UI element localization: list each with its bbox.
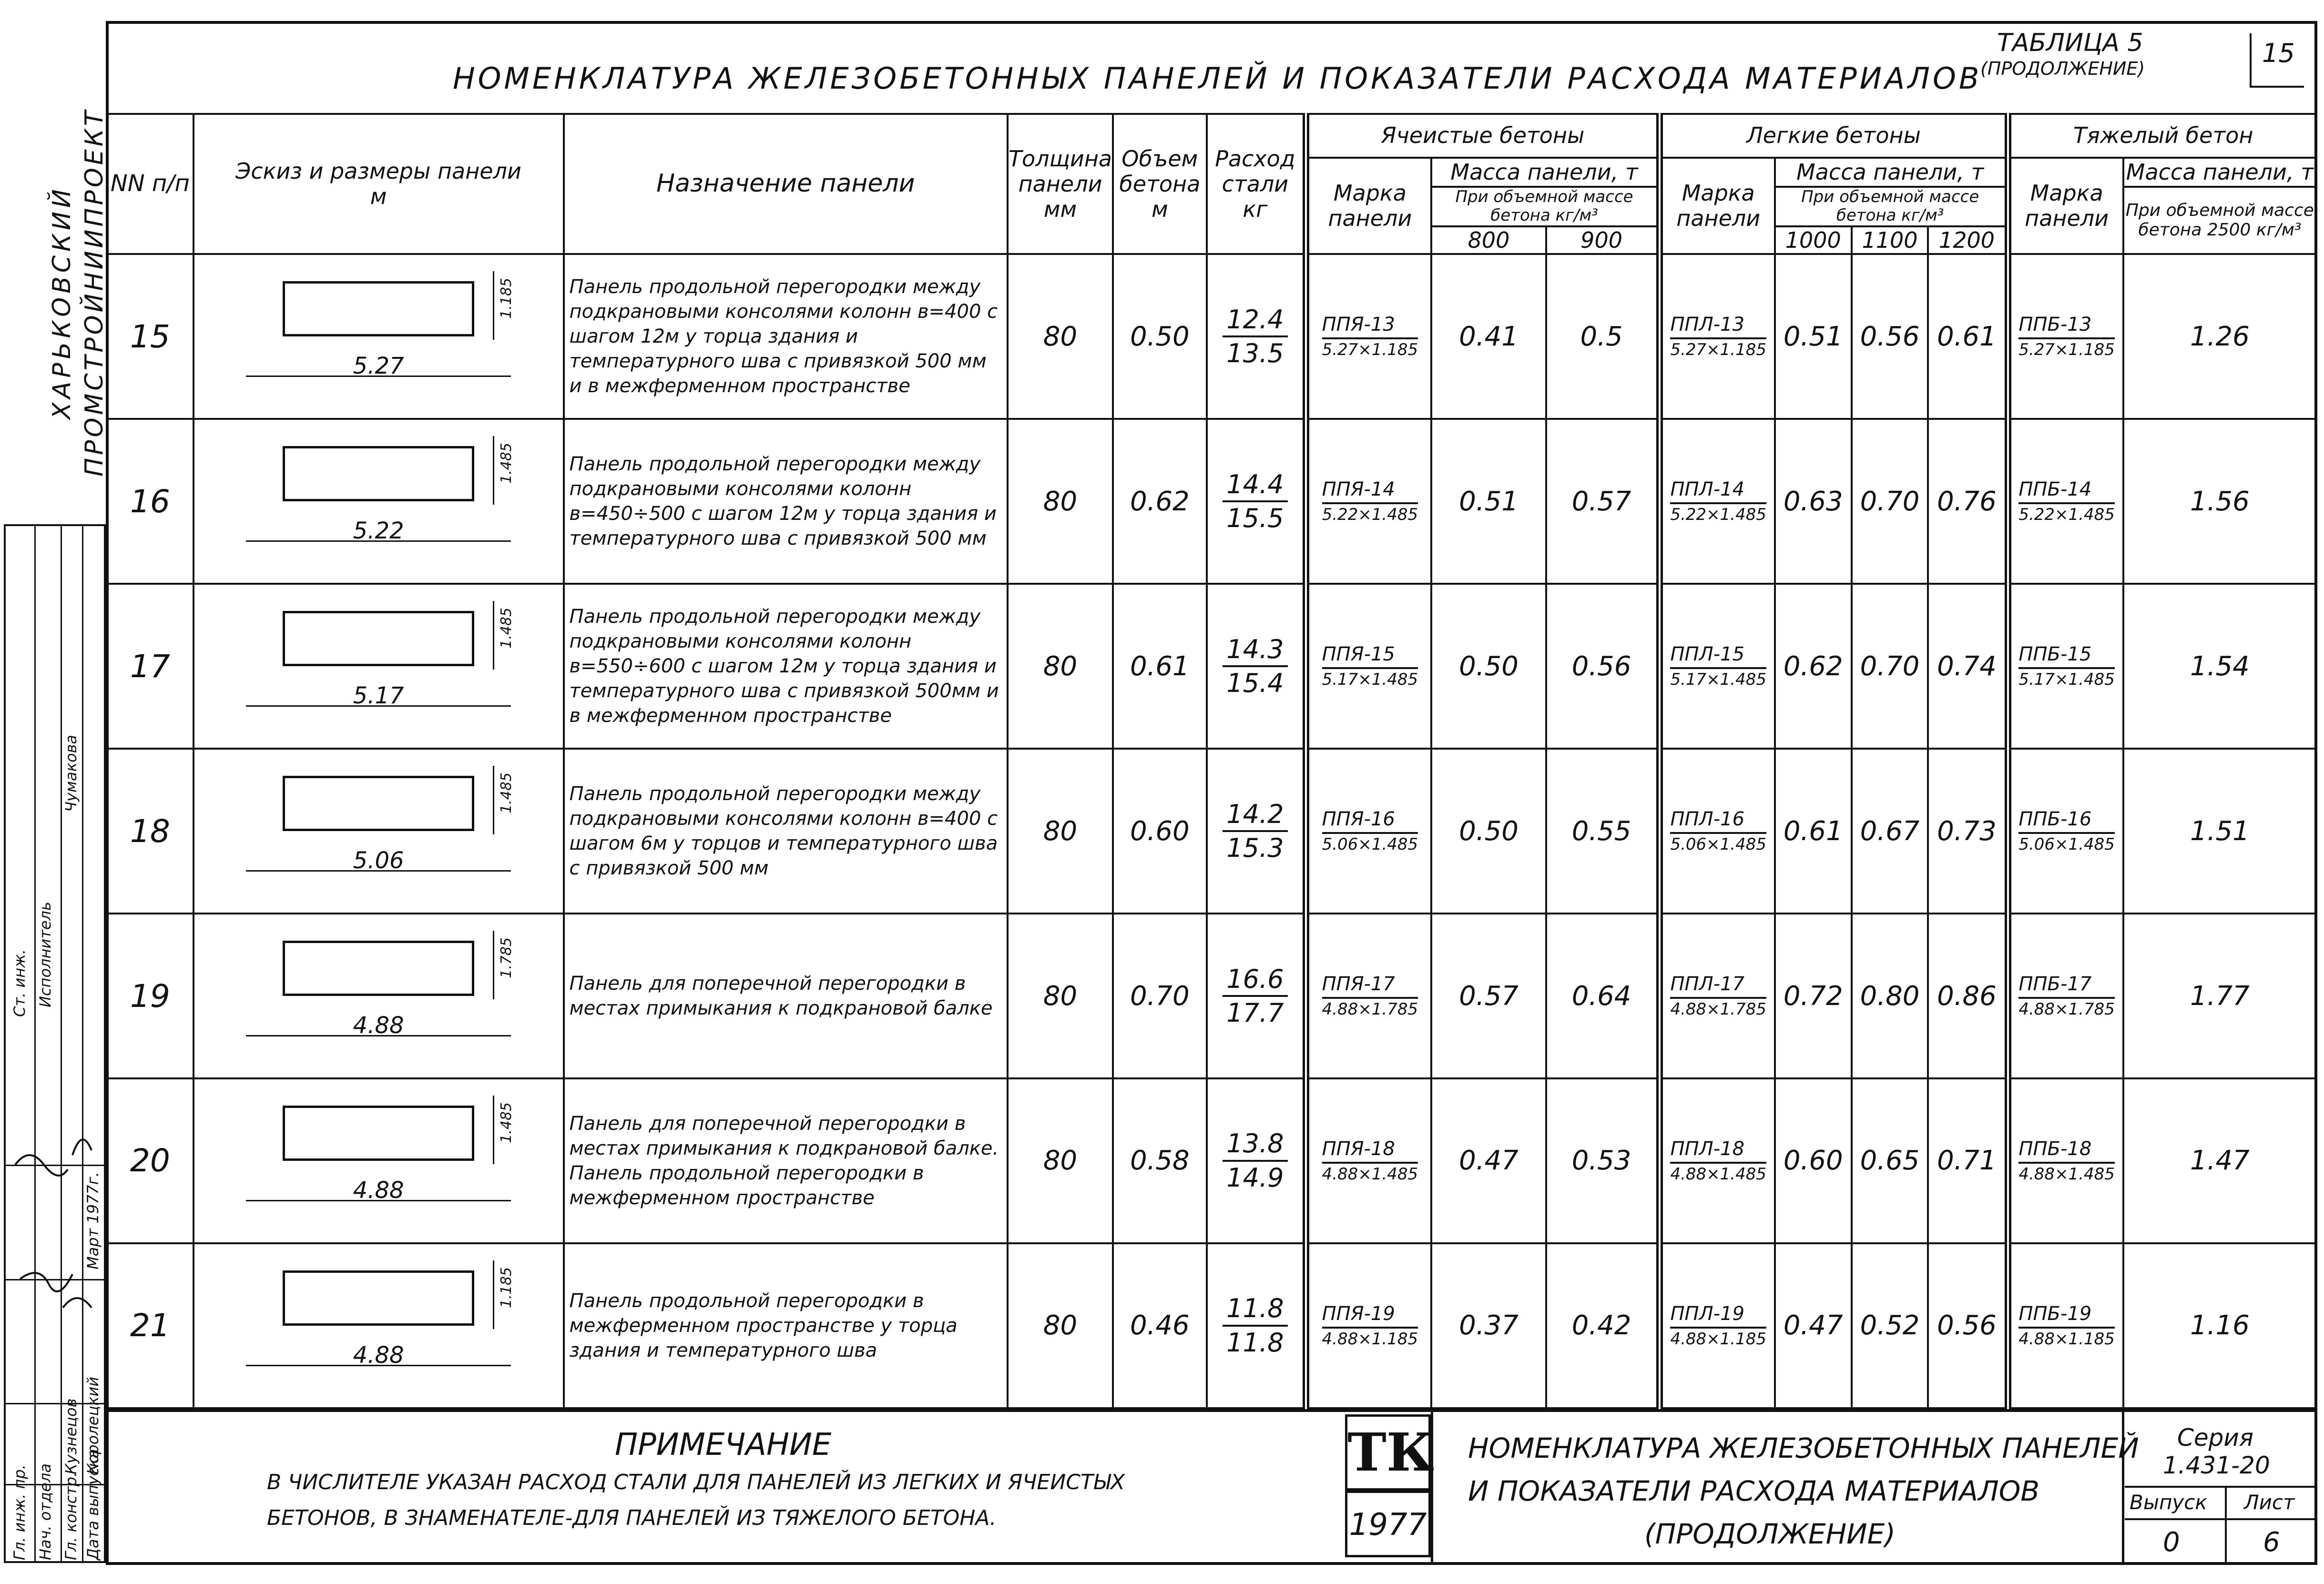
steel-heavy: 11.8 (1226, 1327, 1284, 1358)
organization-name-line1: ХАРЬКОВСКИЙ (48, 185, 76, 419)
table-row (107, 584, 2316, 749)
panel-sketch (194, 254, 564, 419)
light-brand-code: ППЛ-16 (1670, 806, 1766, 834)
steel-light-cellular: 14.4 (1223, 468, 1287, 503)
panel-table (106, 113, 2317, 1409)
cellular-mass-800: 0.41 (1431, 254, 1546, 419)
steel-heavy: 14.9 (1226, 1162, 1284, 1193)
title-block-divider (1431, 1411, 1433, 1565)
light-brand (1660, 749, 1775, 914)
panel-thickness: 80 (1008, 254, 1113, 419)
heavy-brand (2008, 1078, 2123, 1243)
heavy-brand (2008, 254, 2123, 419)
panel-length: 5.27 (353, 353, 404, 380)
height-dimension-line (493, 436, 494, 505)
cellular-brand-size: 5.06×1.485 (1322, 835, 1418, 854)
concrete-volume: 0.62 (1113, 419, 1206, 584)
group-header-cellular: Ячеистые бетоны (1306, 114, 1659, 158)
col-header-sketch-label: Эскиз и размеры панели (235, 158, 521, 184)
panel-sketch (194, 749, 564, 914)
concrete-volume: 0.70 (1113, 914, 1206, 1078)
col-header-number: NN п/п (107, 114, 194, 254)
light-mass-1100: 0.52 (1852, 1243, 1928, 1408)
steel-light-cellular: 12.4 (1223, 304, 1287, 338)
title-block-line2: И ПОКАЗАТЕЛИ РАСХОДА МАТЕРИАЛОВ (1468, 1475, 2040, 1507)
heavy-mass-2500: 1.77 (2123, 914, 2316, 1078)
cellular-brand-size: 5.22×1.485 (1322, 505, 1418, 525)
heavy-brand-size: 5.06×1.485 (2018, 835, 2115, 854)
issue-year: 1977 (1345, 1491, 1431, 1557)
light-brand (1660, 419, 1775, 584)
panel-outline (283, 1106, 474, 1161)
steel-consumption (1207, 1243, 1306, 1408)
cellular-brand (1306, 914, 1431, 1078)
light-mass-1100: 0.67 (1852, 749, 1928, 914)
table-continuation: (ПРОДОЛЖЕНИЕ) (1980, 58, 2145, 79)
steel-light-cellular: 13.8 (1223, 1127, 1287, 1162)
concrete-volume: 0.61 (1113, 584, 1206, 749)
height-dimension-line (493, 601, 494, 670)
organization-logo: ТК (1345, 1414, 1431, 1491)
panel-height: 1.485 (498, 772, 515, 813)
panel-outline (283, 446, 474, 501)
light-mass-1000: 0.72 (1775, 914, 1852, 1078)
light-mass-1000: 0.60 (1775, 1078, 1852, 1243)
panel-purpose: Панель для поперечной перегородки в местах примыкания к подкрановой балке. Панель продольной перегородки в межферменном пространстве (564, 1078, 1008, 1243)
cellular-mass-800: 0.50 (1431, 584, 1546, 749)
heavy-mass-2500: 1.16 (2123, 1243, 2316, 1408)
light-brand-code: ППЛ-19 (1670, 1301, 1766, 1329)
heavy-mass-2500: 1.51 (2123, 749, 2316, 914)
row-number: 18 (107, 749, 194, 914)
panel-thickness: 80 (1008, 914, 1113, 1078)
panel-sketch (194, 419, 564, 584)
col-header-heavy-mass: Масса панели, т (2123, 158, 2316, 187)
table-row (107, 419, 2316, 584)
cellular-mass-900: 0.57 (1546, 419, 1660, 584)
cellular-brand (1306, 419, 1431, 584)
row-number: 20 (107, 1078, 194, 1243)
height-dimension-line (493, 1260, 494, 1329)
table-row (107, 254, 2316, 419)
stamp-role-senior-engineer: Ст. инж. (10, 949, 29, 1017)
panel-length: 5.17 (353, 682, 404, 710)
organization-name-line2: ПРОМСТРОЙНИИПРОЕКТ (80, 108, 109, 477)
col-header-light-1100: 1100 (1852, 226, 1928, 254)
steel-light-cellular: 16.6 (1223, 963, 1287, 997)
panel-outline (283, 611, 474, 666)
steel-heavy: 13.5 (1226, 338, 1284, 369)
stamp-role-issue-date: Дата выпуска (84, 1449, 102, 1560)
cellular-brand-size: 5.17×1.485 (1322, 670, 1418, 690)
panel-sketch (194, 584, 564, 749)
steel-consumption (1207, 584, 1306, 749)
table-row (107, 1243, 2316, 1408)
light-brand-size: 5.17×1.485 (1670, 670, 1766, 690)
panel-thickness: 80 (1008, 1078, 1113, 1243)
title-block-line3: (ПРОДОЛЖЕНИЕ) (1644, 1518, 1896, 1550)
light-brand-code: ППЛ-15 (1670, 641, 1766, 669)
series-block (2125, 1414, 2317, 1565)
light-mass-1200: 0.74 (1928, 584, 2008, 749)
col-header-heavy-brand: Марка панели (2008, 158, 2123, 254)
cellular-brand (1306, 1078, 1431, 1243)
col-header-purpose: Назначение панели (564, 114, 1008, 254)
cellular-mass-800: 0.51 (1431, 419, 1546, 584)
panel-purpose: Панель продольной перегородки между подкрановыми консолями колонн в=450÷500 с шагом 12м у торца здания и температурного шва с привязкой 500 мм (564, 419, 1008, 584)
document-title: НОМЕНКЛАТУРА ЖЕЛЕЗОБЕТОННЫХ ПАНЕЛЕЙ И ПОКАЗАТЕЛИ РАСХОДА МАТЕРИАЛОВ (453, 61, 1982, 96)
issue-label: Выпуск (2130, 1491, 2207, 1514)
heavy-brand (2008, 749, 2123, 914)
cellular-mass-900: 0.5 (1546, 254, 1660, 419)
panel-sketch (194, 1078, 564, 1243)
light-brand-size: 4.88×1.185 (1670, 1330, 1766, 1349)
col-header-sketch (194, 114, 564, 254)
corner-sheet-number: 15 (2262, 38, 2295, 68)
heavy-mass-2500: 1.56 (2123, 419, 2316, 584)
light-mass-1100: 0.65 (1852, 1078, 1928, 1243)
light-brand-size: 4.88×1.485 (1670, 1165, 1766, 1184)
light-brand (1660, 1243, 1775, 1408)
row-number: 16 (107, 419, 194, 584)
stamp-name-chief-designer: Королецкий (84, 1376, 102, 1474)
col-header-cellular-brand: Марка панели (1306, 158, 1431, 254)
col-header-light-mass: Масса панели, т (1775, 158, 2008, 187)
col-header-thickness (1008, 114, 1113, 254)
col-header-volume-unit: м (1152, 196, 1168, 222)
panel-outline (283, 1270, 474, 1326)
row-number: 17 (107, 584, 194, 749)
heavy-brand-size: 4.88×1.185 (2018, 1330, 2115, 1349)
panel-length: 5.22 (353, 518, 404, 545)
col-header-cellular-mass: Масса панели, т (1431, 158, 1659, 187)
note-text-line2: БЕТОНОВ, В ЗНАМЕНАТЕЛЕ-ДЛЯ ПАНЕЛЕЙ ИЗ ТЯЖЕЛОГО БЕТОНА. (267, 1506, 997, 1530)
col-header-light-1200: 1200 (1928, 226, 2008, 254)
light-brand-code: ППЛ-17 (1670, 971, 1766, 999)
height-dimension-line (493, 1096, 494, 1164)
title-block-line1: НОМЕНКЛАТУРА ЖЕЛЕЗОБЕТОННЫХ ПАНЕЛЕЙ (1468, 1432, 2139, 1464)
heavy-brand-size: 5.17×1.485 (2018, 670, 2115, 690)
light-brand (1660, 914, 1775, 1078)
col-header-steel-unit: кг (1243, 196, 1268, 222)
series-value: 1.431-20 (2163, 1452, 2270, 1479)
col-header-thickness-label: Толщина панели (1008, 145, 1112, 197)
steel-light-cellular: 14.3 (1223, 633, 1287, 668)
panel-height: 1.485 (498, 1102, 515, 1143)
col-header-steel (1207, 114, 1306, 254)
note-text-line1: В ЧИСЛИТЕЛЕ УКАЗАН РАСХОД СТАЛИ ДЛЯ ПАНЕЛЕЙ ИЗ ЛЕГКИХ И ЯЧЕИСТЫХ (267, 1470, 1125, 1494)
cellular-brand-size: 4.88×1.485 (1322, 1165, 1418, 1184)
panel-thickness: 80 (1008, 1243, 1113, 1408)
light-mass-1200: 0.86 (1928, 914, 2008, 1078)
heavy-brand (2008, 1243, 2123, 1408)
panel-outline (283, 281, 474, 336)
panel-height: 1.785 (498, 937, 515, 978)
light-mass-1100: 0.80 (1852, 914, 1928, 1078)
light-mass-1100: 0.56 (1852, 254, 1928, 419)
cellular-brand-code: ППЯ-14 (1322, 477, 1418, 504)
cellular-mass-900: 0.42 (1546, 1243, 1660, 1408)
height-dimension-line (493, 271, 494, 340)
heavy-brand-code: ППБ-13 (2018, 312, 2115, 339)
steel-heavy: 15.4 (1226, 668, 1284, 699)
stamp-name-executor: Чумакова (62, 735, 80, 812)
light-mass-1200: 0.61 (1928, 254, 2008, 419)
height-dimension-line (493, 766, 494, 834)
stamp-role-chief-project-engineer: Гл. инж. пр. (10, 1464, 29, 1560)
cellular-mass-800: 0.37 (1431, 1243, 1546, 1408)
steel-consumption (1207, 749, 1306, 914)
group-header-light: Легкие бетоны (1660, 114, 2008, 158)
cellular-mass-900: 0.64 (1546, 914, 1660, 1078)
concrete-volume: 0.58 (1113, 1078, 1206, 1243)
steel-consumption (1207, 254, 1306, 419)
cellular-brand (1306, 1243, 1431, 1408)
light-brand-size: 4.88×1.785 (1670, 1000, 1766, 1019)
panel-height: 1.485 (498, 443, 515, 484)
heavy-brand (2008, 584, 2123, 749)
panel-purpose: Панель продольной перегородки в межферменном пространстве у торца здания и температурного шва (564, 1243, 1008, 1408)
stamp-issue-date: Март 1977г. (84, 1172, 102, 1269)
steel-consumption (1207, 419, 1306, 584)
table-row (107, 914, 2316, 1078)
cellular-brand-code: ППЯ-18 (1322, 1136, 1418, 1164)
light-mass-1000: 0.63 (1775, 419, 1852, 584)
heavy-brand (2008, 914, 2123, 1078)
approval-stamp (4, 524, 106, 1563)
heavy-brand-code: ППБ-14 (2018, 477, 2115, 504)
panel-sketch (194, 1243, 564, 1408)
heavy-brand-code: ППБ-19 (2018, 1301, 2115, 1329)
stamp-role-chief-designer: Гл. констр. (62, 1472, 80, 1560)
panel-height: 1.185 (498, 1267, 515, 1308)
row-number: 21 (107, 1243, 194, 1408)
panel-length: 4.88 (353, 1012, 404, 1039)
col-header-light-density: При объемной массе бетона кг/м³ (1775, 187, 2008, 227)
issue-number: 0 (2163, 1527, 2180, 1558)
table-label: ТАБЛИЦА 5 (1997, 29, 2143, 57)
steel-heavy: 17.7 (1226, 998, 1284, 1028)
steel-heavy: 15.5 (1226, 503, 1284, 534)
light-brand-code: ППЛ-13 (1670, 312, 1766, 339)
stamp-role-department-head: Нач. отдела (36, 1463, 54, 1560)
heavy-brand-size: 5.22×1.485 (2018, 505, 2115, 525)
table-row (107, 749, 2316, 914)
panel-length: 4.88 (353, 1342, 404, 1369)
light-mass-1000: 0.51 (1775, 254, 1852, 419)
col-header-light-brand: Марка панели (1660, 158, 1775, 254)
cellular-brand-code: ППЯ-19 (1322, 1301, 1418, 1329)
heavy-mass-2500: 1.26 (2123, 254, 2316, 419)
panel-height: 1.185 (498, 278, 515, 319)
steel-heavy: 15.3 (1226, 833, 1284, 863)
steel-light-cellular: 14.2 (1223, 798, 1287, 833)
sheet-number: 6 (2263, 1527, 2280, 1558)
cellular-brand-code: ППЯ-17 (1322, 971, 1418, 999)
heavy-brand-code: ППБ-18 (2018, 1136, 2115, 1164)
light-brand-size: 5.27×1.185 (1670, 340, 1766, 360)
panel-length: 4.88 (353, 1177, 404, 1204)
cellular-brand-code: ППЯ-15 (1322, 641, 1418, 669)
stamp-name-department-head: Кузнецов (62, 1398, 80, 1474)
heavy-mass-2500: 1.54 (2123, 584, 2316, 749)
heavy-brand-code: ППБ-15 (2018, 641, 2115, 669)
panel-sketch (194, 914, 564, 1078)
col-header-heavy-density: При объемной массе бетона 2500 кг/м³ (2123, 187, 2316, 254)
cellular-mass-800: 0.57 (1431, 914, 1546, 1078)
col-header-volume-label: Объем бетона (1119, 145, 1201, 197)
col-header-sketch-unit: м (370, 183, 387, 210)
steel-light-cellular: 11.8 (1223, 1292, 1287, 1327)
light-mass-1200: 0.71 (1928, 1078, 2008, 1243)
heavy-brand-code: ППБ-16 (2018, 806, 2115, 834)
panel-height: 1.485 (498, 607, 515, 649)
heavy-brand-size: 4.88×1.785 (2018, 1000, 2115, 1019)
col-header-thickness-unit: мм (1043, 196, 1077, 222)
light-mass-1100: 0.70 (1852, 419, 1928, 584)
height-dimension-line (493, 931, 494, 999)
panel-purpose: Панель продольной перегородки между подкрановыми консолями колонн в=550÷600 с шагом 12м у торца здания и температурного шва с привязкой 500мм и в межферменном пространстве (564, 584, 1008, 749)
panel-thickness: 80 (1008, 419, 1113, 584)
cellular-mass-900: 0.56 (1546, 584, 1660, 749)
light-brand-code: ППЛ-18 (1670, 1136, 1766, 1164)
panel-length: 5.06 (353, 847, 404, 874)
table-row (107, 1078, 2316, 1243)
stamp-role-executor: Исполнитель (36, 902, 54, 1007)
col-header-cellular-density: При объемной массе бетона кг/м³ (1431, 187, 1659, 227)
light-brand (1660, 584, 1775, 749)
steel-consumption (1207, 914, 1306, 1078)
col-header-light-1000: 1000 (1775, 226, 1852, 254)
heavy-brand-size: 4.88×1.485 (2018, 1165, 2115, 1184)
panel-thickness: 80 (1008, 749, 1113, 914)
cellular-mass-800: 0.47 (1431, 1078, 1546, 1243)
signature-scribbles (6, 1012, 108, 1346)
panel-purpose: Панель продольной перегородки между подкрановыми консолями колонн в=400 с шагом 12м у торца здания и температурного шва с привязкой 500 мм и в межферменном пространстве (564, 254, 1008, 419)
heavy-brand (2008, 419, 2123, 584)
cellular-brand-code: ППЯ-16 (1322, 806, 1418, 834)
light-mass-1200: 0.73 (1928, 749, 2008, 914)
row-number: 19 (107, 914, 194, 1078)
col-header-cellular-900: 900 (1546, 226, 1660, 254)
light-brand-size: 5.22×1.485 (1670, 505, 1766, 525)
col-header-steel-label: Расход стали (1215, 145, 1295, 197)
col-header-cellular-800: 800 (1431, 226, 1546, 254)
panel-thickness: 80 (1008, 584, 1113, 749)
steel-consumption (1207, 1078, 1306, 1243)
cellular-brand-code: ППЯ-13 (1322, 312, 1418, 339)
note-title: ПРИМЕЧАНИЕ (615, 1427, 832, 1462)
concrete-volume: 0.46 (1113, 1243, 1206, 1408)
cellular-mass-800: 0.50 (1431, 749, 1546, 914)
concrete-volume: 0.60 (1113, 749, 1206, 914)
footer-divider (106, 1409, 2317, 1412)
cellular-brand (1306, 254, 1431, 419)
heavy-brand-size: 5.27×1.185 (2018, 340, 2115, 360)
panel-outline (283, 941, 474, 996)
cellular-brand-size: 4.88×1.185 (1322, 1330, 1418, 1349)
cellular-mass-900: 0.53 (1546, 1078, 1660, 1243)
cellular-brand-size: 5.27×1.185 (1322, 340, 1418, 360)
panel-outline (283, 776, 474, 831)
cellular-brand (1306, 584, 1431, 749)
panel-purpose: Панель для поперечной перегородки в местах примыкания к подкрановой балке (564, 914, 1008, 1078)
light-brand-code: ППЛ-14 (1670, 477, 1766, 504)
light-brand (1660, 254, 1775, 419)
concrete-volume: 0.50 (1113, 254, 1206, 419)
light-brand-size: 5.06×1.485 (1670, 835, 1766, 854)
light-mass-1100: 0.70 (1852, 584, 1928, 749)
light-mass-1200: 0.56 (1928, 1243, 2008, 1408)
col-header-volume (1113, 114, 1206, 254)
row-number: 15 (107, 254, 194, 419)
light-mass-1000: 0.47 (1775, 1243, 1852, 1408)
light-mass-1000: 0.62 (1775, 584, 1852, 749)
sheet-label: Лист (2244, 1491, 2295, 1514)
heavy-mass-2500: 1.47 (2123, 1078, 2316, 1243)
series-label: Серия (2177, 1424, 2253, 1452)
light-brand (1660, 1078, 1775, 1243)
corner-sheet-mark (2250, 33, 2304, 88)
cellular-mass-900: 0.55 (1546, 749, 1660, 914)
group-header-heavy: Тяжелый бетон (2008, 114, 2316, 158)
cellular-brand-size: 4.88×1.785 (1322, 1000, 1418, 1019)
cellular-brand (1306, 749, 1431, 914)
panel-purpose: Панель продольной перегородки между подкрановыми консолями колонн в=400 с шагом 6м у торцов и температурного шва с привязкой 500 мм (564, 749, 1008, 914)
light-mass-1000: 0.61 (1775, 749, 1852, 914)
heavy-brand-code: ППБ-17 (2018, 971, 2115, 999)
light-mass-1200: 0.76 (1928, 419, 2008, 584)
